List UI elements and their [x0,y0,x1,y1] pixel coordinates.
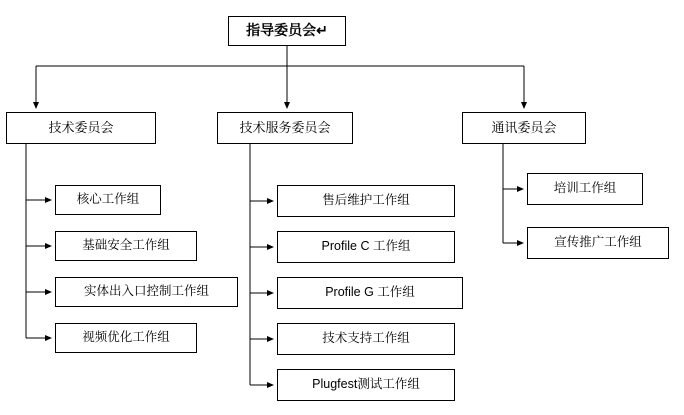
node-technical-committee[interactable]: 技术委员会 [6,112,156,144]
node-profile-g-working-group[interactable]: Profile G 工作组 [277,277,463,309]
node-video-optimization-working-group[interactable]: 视频优化工作组 [55,323,197,353]
node-plugfest-testing-working-group[interactable]: Plugfest测试工作组 [277,369,455,401]
node-basic-security-working-group[interactable]: 基础安全工作组 [55,231,197,261]
node-physical-access-control-working-group[interactable]: 实体出入口控制工作组 [55,277,238,307]
node-training-working-group[interactable]: 培训工作组 [527,173,643,205]
node-core-working-group[interactable]: 核心工作组 [55,185,161,215]
node-promotion-working-group[interactable]: 宣传推广工作组 [527,227,669,259]
node-after-sales-maintenance-working-group[interactable]: 售后维护工作组 [277,185,455,217]
node-technical-support-working-group[interactable]: 技术支持工作组 [277,323,455,355]
node-communication-committee[interactable]: 通讯委员会 [462,112,586,144]
node-steering-committee[interactable]: 指导委员会↵ [228,16,346,46]
node-technical-service-committee[interactable]: 技术服务委员会 [217,112,353,144]
node-profile-c-working-group[interactable]: Profile C 工作组 [277,231,455,263]
